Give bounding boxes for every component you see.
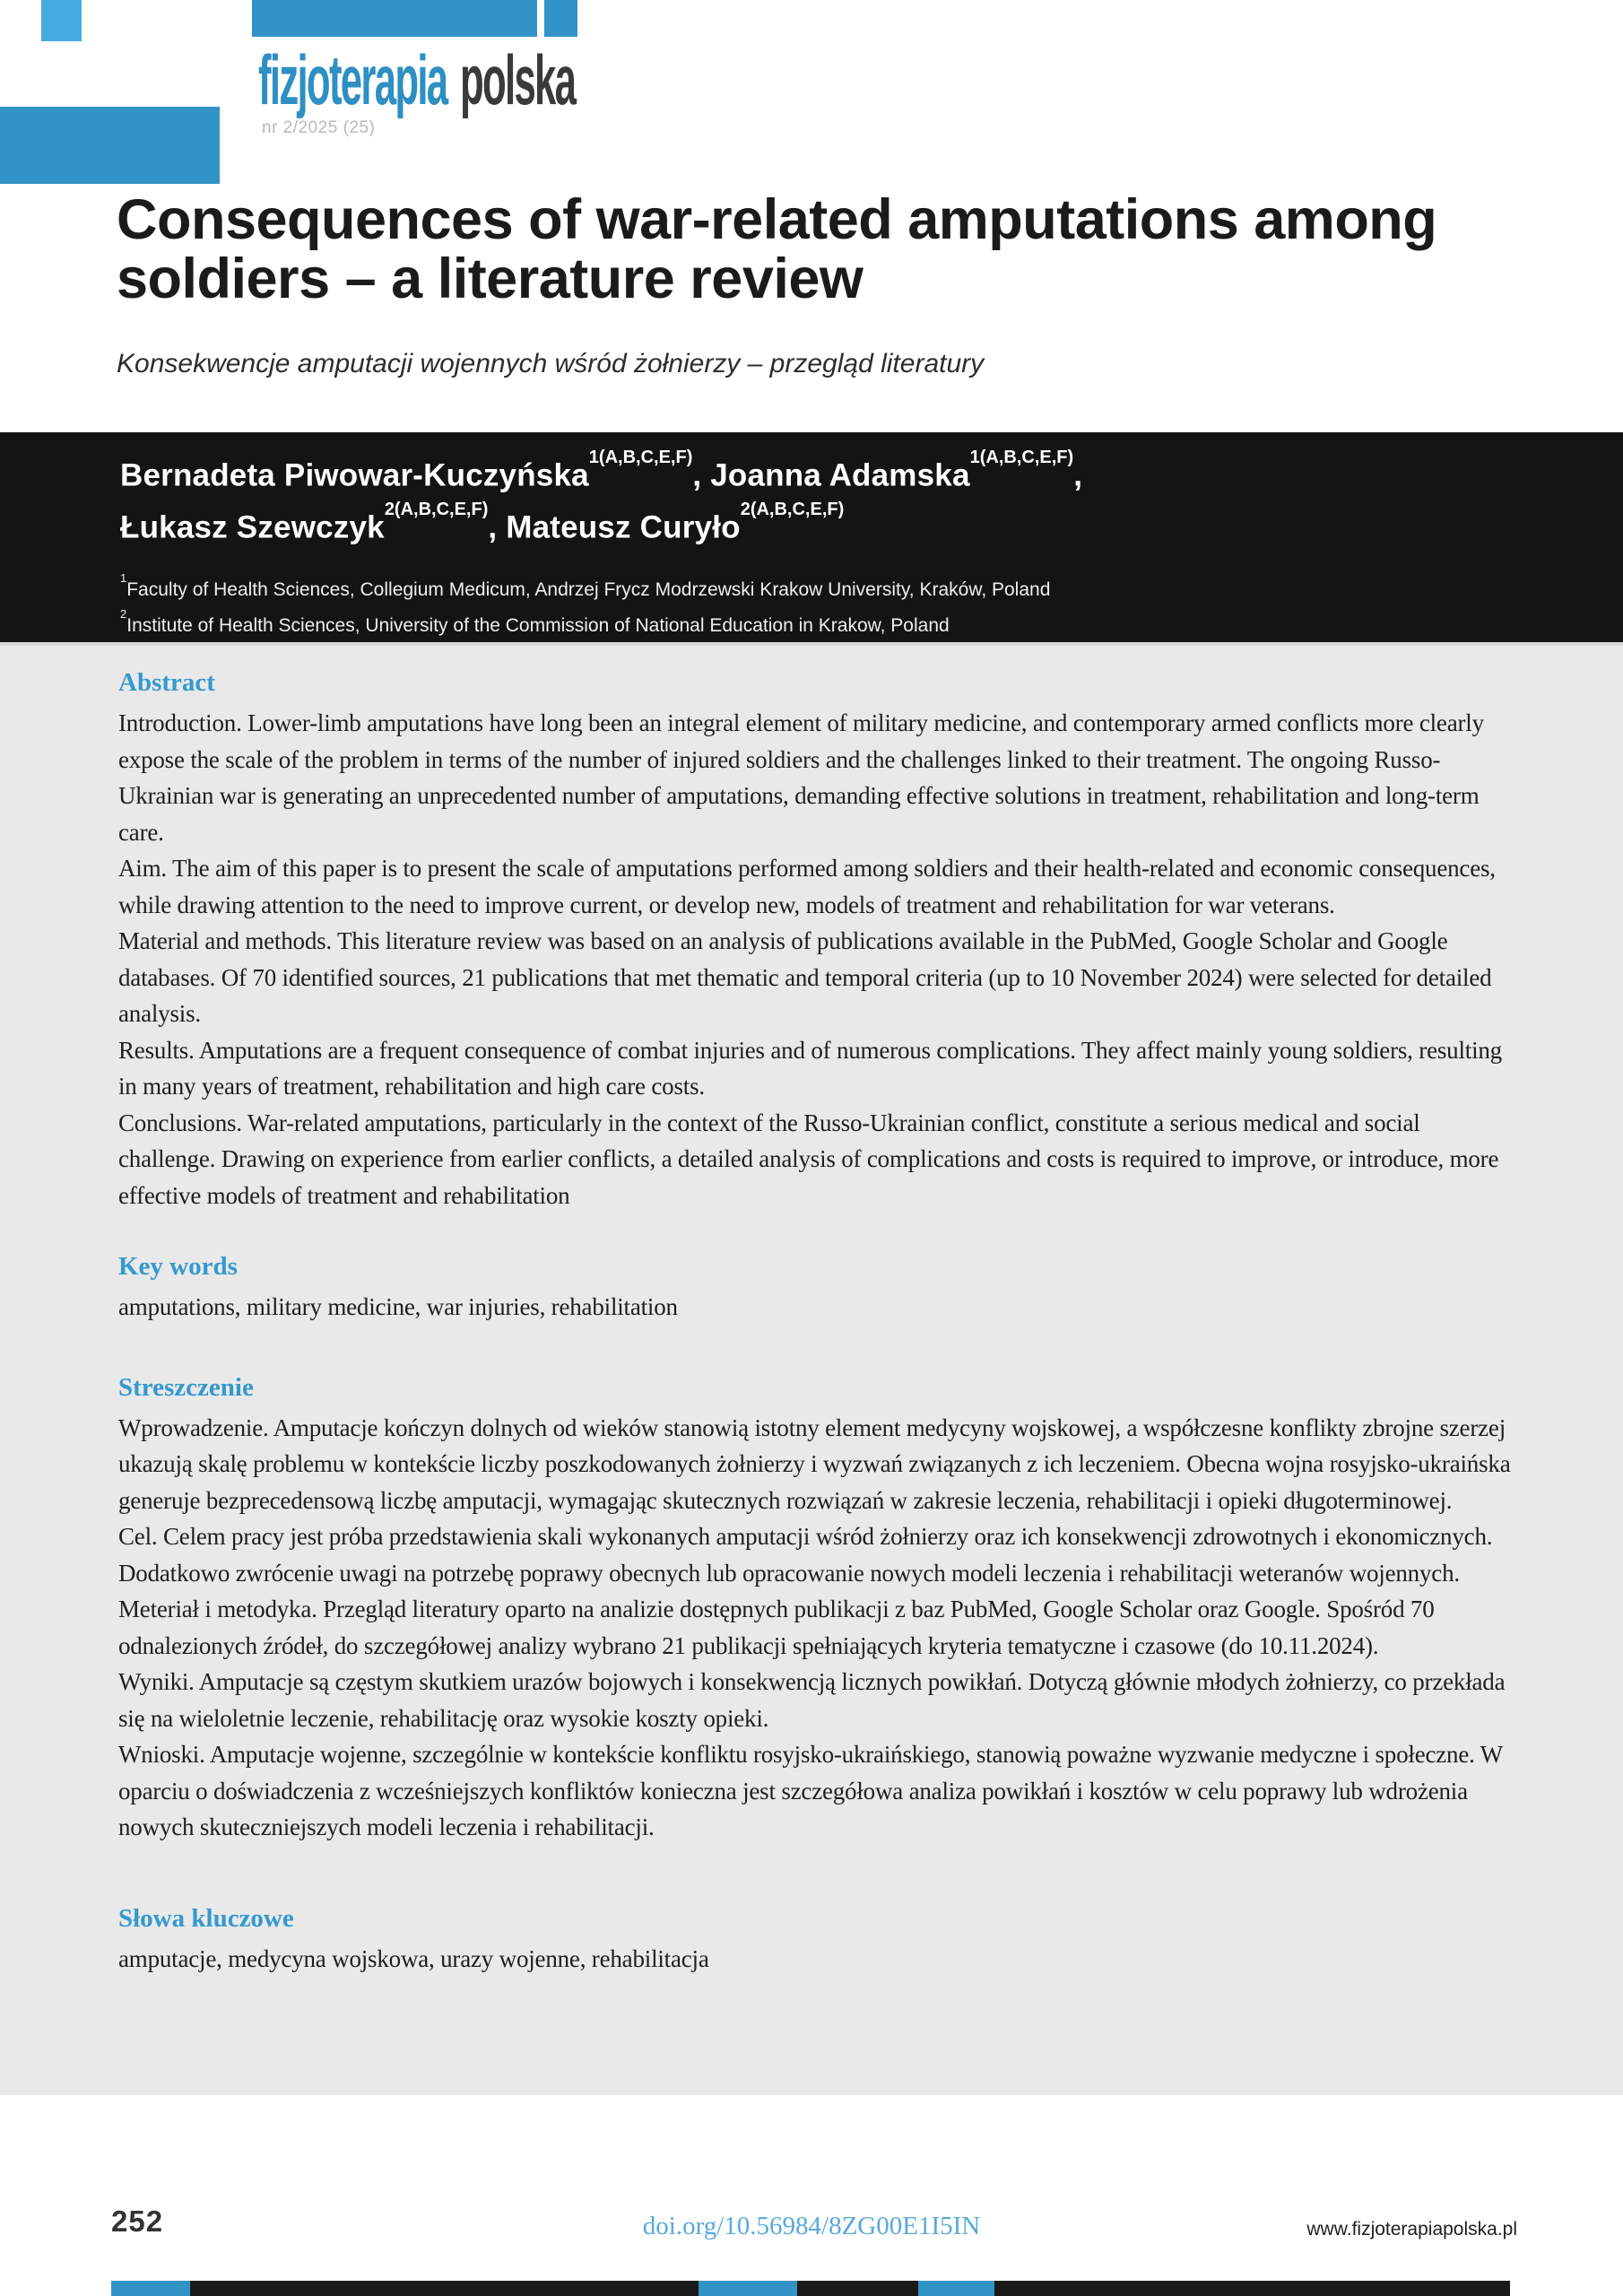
author-name: Mateusz Curyło	[506, 509, 741, 545]
abstract-paragraph: Introduction. Lower-limb amputations have long been an integral element of military medicine, and contemporary armed conflicts more clearly expose the scale of the problem in terms of the number of injured soldiers and the challenges linked to their treatment. The ongoing Russo-Ukrainian war is generating an unprecedented number of amputations, demanding effective solutions in treatment, rehabilitation and long-term care.	[118, 709, 1484, 846]
issue-number: nr 2/2025 (25)	[262, 118, 376, 137]
authors-line	[120, 447, 1515, 550]
author-separator: ,	[488, 509, 507, 545]
author-contribution-sup: 1(A,B,C,E,F)	[969, 448, 1074, 467]
abstract-paragraph: Results. Amputations are a frequent consequence of combat injuries and of numerous complications. They affect mainly young soldiers, resulting in many years of treatment, rehabilitation and high care costs.	[118, 1036, 1502, 1100]
top-accent-square	[544, 0, 577, 37]
author-band	[0, 432, 1623, 642]
keywords-text: amputations, military medicine, war injuries, rehabilitation	[118, 1293, 678, 1320]
journal-logo	[258, 40, 576, 119]
top-left-accent-square	[41, 0, 82, 41]
slowa-kluczowe-heading: Słowa kluczowe	[118, 1903, 294, 1933]
streszczenie-paragraph: Wnioski. Amputacje wojenne, szczególnie w kontekście konfliktu rosyjsko-ukraińskiego, stanowią poważne wyzwanie medyczne i społeczne. W oparciu o doświadczenia z wcześniejszych konfliktów konieczna jest szczegółowa analiza powikłań i kosztów w celu poprawy lub wdrożenia nowych skuteczniejszych modeli leczenia i rehabilitacji.	[118, 1741, 1503, 1840]
streszczenie-paragraph: Wyniki. Amputacje są częstym skutkiem urazów bojowych i konsekwencją licznych powikłań. Dotyczą głównie młodych żołnierzy, co przekłada się na wieloletnie leczenie, rehabilitację oraz wysokie koszty opieki.	[118, 1668, 1506, 1732]
website-url: www.fizjoterapiapolska.pl	[1306, 2219, 1517, 2239]
affiliation-text: Faculty of Health Sciences, Collegium Medicum, Andrzej Frycz Modrzewski Krakow University, Kraków, Poland	[126, 579, 1051, 601]
author-name: Joanna Adamska	[710, 457, 970, 493]
author-contribution-sup: 1(A,B,C,E,F)	[588, 448, 693, 467]
author-contribution-sup: 2(A,B,C,E,F)	[740, 499, 845, 519]
streszczenie-heading: Streszczenie	[118, 1372, 254, 1402]
abstract-paragraph: Conclusions. War-related amputations, particularly in the context of the Russo-Ukrainian conflict, constitute a serious medical and social challenge. Drawing on experience from earlier conflicts, a detailed analysis of complications and costs is required to improve, or introduce, more effective models of treatment and rehabilitation	[118, 1109, 1499, 1209]
article-title-pl: Konsekwencje amputacji wojennych wśród żołnierzy – przegląd literatury	[117, 349, 985, 378]
keywords-heading: Key words	[118, 1252, 238, 1281]
streszczenie-paragraph: Cel. Celem pracy jest próba przedstawienia skali wykonanych amputacji wśród żołnierzy oraz ich konsekwencji zdrowotnych i ekonomicznych. Dodatkowo zwrócenie uwagi na potrzebę poprawy obecnych lub opracowanie nowych modeli leczenia i rehabilitacji weteranów wojennych.	[118, 1523, 1493, 1587]
affiliation-sup: 1	[120, 571, 127, 586]
author-separator: ,	[692, 457, 711, 493]
affiliation-2	[120, 605, 1515, 641]
article-title-en: Consequences of war-related amputations among soldiers – a literature review	[117, 188, 1437, 310]
affiliation-1	[120, 570, 1515, 605]
title-block	[117, 190, 1480, 379]
affiliation-text: Institute of Health Sciences, University of the Commission of National Education in Krakow, Poland	[126, 615, 950, 637]
affiliations	[120, 570, 1515, 641]
author-contribution-sup: 2(A,B,C,E,F)	[384, 499, 489, 519]
journal-logo-fizjoterapia: fizjoterapia	[258, 40, 447, 119]
abstract-paragraph: Aim. The aim of this paper is to present the scale of amputations performed among soldiers and their health-related and economic consequences, while drawing attention to the need to improve current, or develop new, models of treatment and rehabilitation for war veterans.	[118, 855, 1496, 918]
affiliation-sup: 2	[120, 607, 127, 622]
journal-logo-polska: polska	[459, 40, 576, 119]
author-separator: ,	[1073, 457, 1083, 493]
author-name: Łukasz Szewczyk	[120, 509, 385, 545]
streszczenie-paragraph: Wprowadzenie. Amputacje kończyn dolnych od wieków stanowią istotny element medycyny wojskowej, a współczesne konflikty zbrojne szerzej ukazują skalę problemu w kontekście liczby poszkodowanych żołnierzy i wyzwań związanych z ich leczeniem. Obecna wojna rosyjsko-ukraińska generuje bezprecedensową liczbę amputacji, wymagając skutecznych rozwiązań w zakresie leczenia, rehabilitacji i opieki długoterminowej.	[118, 1413, 1511, 1514]
streszczenie-paragraph: Meteriał i metodyka. Przegląd literatury oparto na analizie dostępnych publikacji z baz PubMed, Google Scholar oraz Google. Spośród 70 odnalezionych źródeł, do szczegółowej analizy wybrano 21 publikacji spełniających kryteria tematyczne i czasowe (do 10.11.2024).	[118, 1596, 1435, 1659]
doi-link[interactable]: doi.org/10.56984/8ZG00E1I5IN	[642, 2212, 981, 2240]
page-number: 252	[111, 2205, 164, 2238]
abstract-paragraph: Material and methods. This literature review was based on an analysis of publications available in the PubMed, Google Scholar and Google databases. Of 70 identified sources, 21 publications that met thematic and temporal criteria (up to 10 November 2024) were selected for detailed analysis.	[118, 927, 1492, 1027]
masthead-left-bar	[0, 107, 220, 184]
bottom-accent-bar	[111, 2281, 1510, 2296]
author-name: Bernadeta Piwowar-Kuczyńska	[120, 457, 589, 493]
slowa-kluczowe-text: amputacje, medycyna wojskowa, urazy wojenne, rehabilitacja	[118, 1944, 709, 1972]
top-accent-bar	[252, 0, 537, 37]
abstract-panel	[0, 642, 1623, 2095]
abstract-heading: Abstract	[118, 668, 215, 697]
